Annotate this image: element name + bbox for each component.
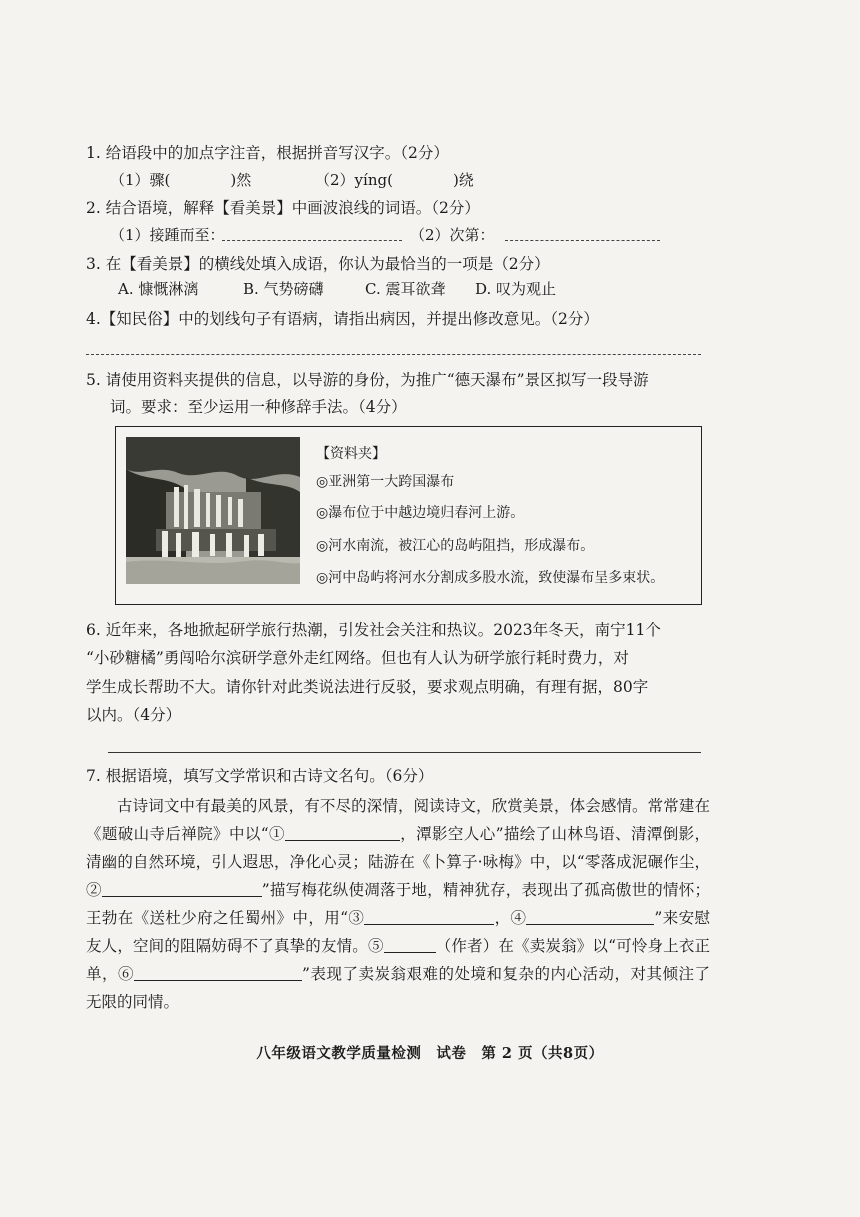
q7-blank-6[interactable] <box>134 964 302 981</box>
q7-blank-4[interactable] <box>526 908 654 925</box>
q7-text-7: ”表现了卖炭翁艰难的处境和复杂的内心活动，对其倾注了无限的同情。 <box>86 965 710 1011</box>
question-1-item-2 <box>315 170 474 190</box>
folder-item-3: ◎河水南流，被江心的岛屿阻挡，形成瀑布。 <box>316 538 595 554</box>
folder-item-4: ◎河中岛屿将河水分割成多股水流，致使瀑布呈多束状。 <box>316 570 665 586</box>
question-5-line-2: 词。要求：至少运用一种修辞手法。（4分） <box>110 398 407 416</box>
folder-item-2: ◎瀑布位于中越边境归春河上游。 <box>316 505 525 521</box>
q7-blank-3[interactable] <box>364 908 494 925</box>
question-1-item-1 <box>110 170 251 190</box>
question-7-passage <box>86 792 710 1016</box>
question-2-stem: 2. 结合语境，解释【看美景】中画波浪线的词语。（2分） <box>86 199 480 217</box>
q1-a2-suffix: )绕 <box>452 171 474 189</box>
q7-text-1: 古诗词文中有最美的风景，有不尽的深情，阅读诗文，欣赏美景，体会感情。常常建在《题破山寺后禅院》中以“① <box>86 797 710 843</box>
q7-blank-5[interactable] <box>384 936 436 953</box>
q1-a1-prefix: （1）骤( <box>110 171 171 189</box>
q4-answer-line[interactable] <box>86 354 701 355</box>
q7-text-2: ，潭影空人心”描绘了山林鸟语、清潭倒影，清幽的自然环境，引人遐思，净化心灵；陆游在《卜算子·咏梅》中，以“零落成泥碾作尘，② <box>86 825 710 899</box>
question-4-stem: 4.【知民俗】中的划线句子有语病，请指出病因，并提出修改意见。（2分） <box>86 310 599 328</box>
q3-option-b: B. 气势磅礴 <box>243 280 324 298</box>
q2-answer-line-2[interactable] <box>505 240 660 241</box>
q3-option-c: C. 震耳欲聋 <box>365 280 446 298</box>
question-6-line-2: “小砂糖橘”勇闯哈尔滨研学意外走红网络。但也有人认为研学旅行耗时费力，对 <box>86 649 629 667</box>
question-2-item-2: （2）次第： <box>410 226 495 244</box>
question-2-item-1: （1）接踵而至： <box>110 226 225 244</box>
q7-text-3: ”描写梅花纵使凋落于地，精神犹存，表现出了孤高傲世的情怀；王勃在《送杜少府之任蜀州》中，用“③ <box>86 881 710 927</box>
q7-text-6: （作者）在《卖炭翁》以“可怜身上衣正单，⑥ <box>86 937 710 983</box>
question-7-stem: 7. 根据语境，填写文学常识和古诗文名句。（6分） <box>86 767 434 785</box>
q7-text-4: ，④ <box>494 909 527 927</box>
page-footer: 八年级语文教学质量检测 试卷 第 2 页（共8页） <box>256 1045 604 1062</box>
q7-text-5: ”来安慰友人，空间的阻隔妨碍不了真挚的友情。⑤ <box>86 909 710 955</box>
folder-title: 【资料夹】 <box>316 446 386 462</box>
q1-a2-prefix: （2）yíng( <box>315 171 393 189</box>
question-6-line-3: 学生成长帮助不大。请你针对此类说法进行反驳，要求观点明确，有理有据，80字 <box>86 678 649 696</box>
question-6-line-4: 以内。（4分） <box>86 706 182 724</box>
q7-blank-2[interactable] <box>102 880 262 897</box>
q1-a1-suffix: )然 <box>230 171 252 189</box>
q3-option-a: A. 慷慨淋漓 <box>118 280 199 298</box>
question-3-stem: 3. 在【看美景】的横线处填入成语，你认为最恰当的一项是（2分） <box>86 255 550 273</box>
folder-item-1: ◎亚洲第一大跨国瀑布 <box>316 474 455 490</box>
q3-option-d: D. 叹为观止 <box>475 280 557 298</box>
q2-answer-line-1[interactable] <box>222 240 402 241</box>
question-1-stem: 1. 给语段中的加点字注音，根据拼音写汉字。（2分） <box>86 144 449 162</box>
question-6-line-1: 6. 近年来，各地掀起研学旅行热潮，引发社会关注和热议。2023年冬天，南宁11个 <box>86 621 661 639</box>
question-5-line-1: 5. 请使用资料夹提供的信息，以导游的身份，为推广“德天瀑布”景区拟写一段导游 <box>86 371 649 389</box>
q6-answer-line[interactable] <box>108 752 701 753</box>
resource-folder-box <box>115 426 702 605</box>
q7-blank-1[interactable] <box>285 824 400 841</box>
waterfall-photo <box>126 437 300 584</box>
